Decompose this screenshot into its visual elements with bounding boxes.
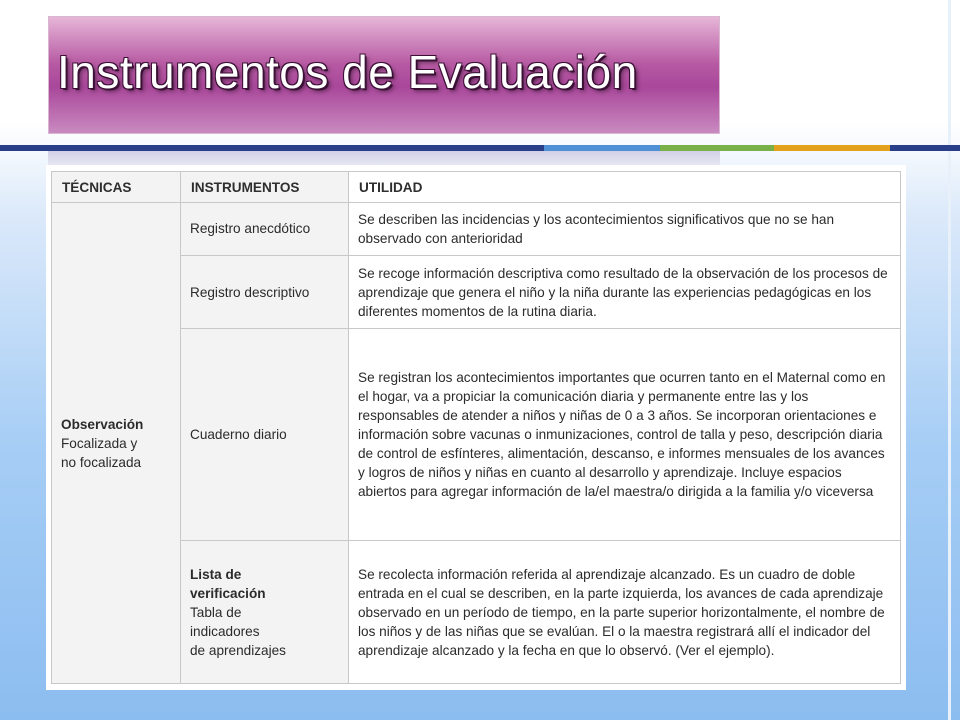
header-utilidad: UTILIDAD [349, 172, 901, 203]
instrument-bold-1: Lista de [190, 566, 242, 582]
utility-cell: Se recoge información descriptiva como resultado de la observación de los procesos de aprendizaje que genera el niño y la niña durante las experiencias pedagógicas en los diferentes momentos de la rutina diaria. [349, 255, 901, 328]
utility-cell: Se registran los acontecimientos importantes que ocurren tanto en el Maternal como en el hogar, va a propiciar la comunicación diaria y permanente entre las y los responsables de atender a niños y niñas de 0 a 3 años. Se incorporan orientaciones e información sobre vacunas o inmunizaciones, control de talla y peso, descripción diaria de control de esfínteres, alimentación, descanso, e informes mensuales de los avances y logros de niños y niñas en cuanto al desarrollo y aprendizaje. Incluye espacios abiertos para agregar información de la/el maestra/o dirigida a la familia y/o viceversa [349, 329, 901, 541]
header-instrumentos: INSTRUMENTOS [181, 172, 349, 203]
instrument-line-5: de aprendizajes [190, 642, 286, 658]
evaluation-table [51, 171, 901, 684]
table-row [52, 203, 901, 256]
instrument-line-4: indicadores [190, 623, 260, 639]
instrument-cell: Registro descriptivo [181, 255, 349, 328]
right-edge-stripe [948, 0, 951, 720]
technique-name: Observación [61, 416, 144, 432]
instrument-cell: Registro anecdótico [181, 203, 349, 256]
slide-title: Instrumentos de Evaluación [57, 46, 638, 98]
technique-cell [52, 203, 181, 684]
header-tecnicas: TÉCNICAS [52, 172, 181, 203]
technique-detail-1: Focalizada y [61, 435, 138, 451]
evaluation-table-panel [46, 165, 906, 690]
utility-cell: Se describen las incidencias y los acontecimientos significativos que no se han observado con anterioridad [349, 203, 901, 256]
instrument-bold-2: verificación [190, 585, 266, 601]
instrument-cell [181, 541, 349, 684]
instrument-cell: Cuaderno diario [181, 329, 349, 541]
technique-detail-2: no focalizada [61, 454, 142, 470]
instrument-line-3: Tabla de [190, 604, 242, 620]
title-banner [48, 16, 720, 134]
table-header-row [52, 172, 901, 203]
utility-cell: Se recolecta información referida al aprendizaje alcanzado. Es un cuadro de doble entrada en el cual se describen, en la parte izquierda, los avances de cada aprendizaje observado en un período de tiempo, en la parte superior horizontalmente, el nombre de los niños y de las niñas que se evalúan. El o la maestra registrará allí el indicador del aprendizaje alcanzado y la fecha en que lo observó. (Ver el ejemplo). [349, 541, 901, 684]
accent-segment-orange [774, 145, 890, 151]
